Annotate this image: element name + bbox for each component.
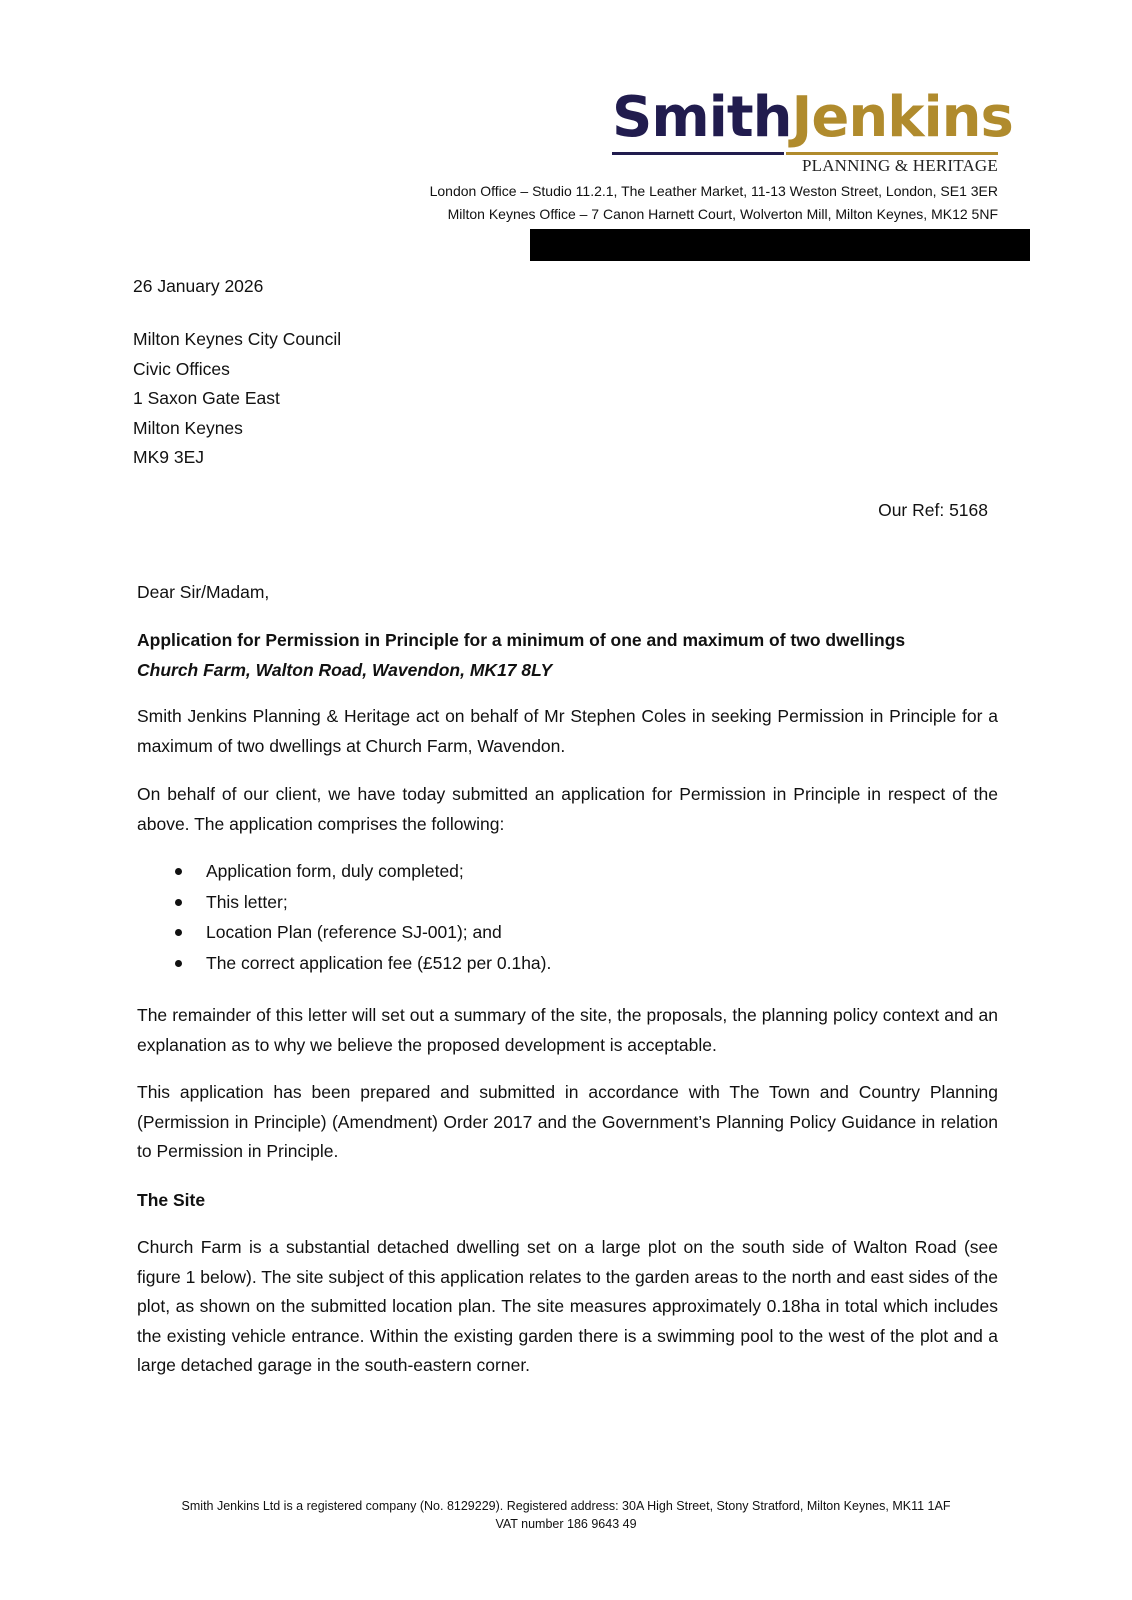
logo-tagline: PLANNING & HERITAGE [801, 156, 998, 175]
subject-title: Application for Permission in Principle for a minimum of one and maximum of two dwellings [137, 630, 906, 650]
bullet-icon [175, 868, 182, 875]
footer-vat-number: VAT number 186 9643 49 [495, 1517, 637, 1531]
bullet-icon [175, 929, 182, 936]
recipient-line: MK9 3EJ [133, 447, 204, 467]
application-contents-list [137, 856, 998, 978]
list-item-text: Application form, duly completed; [206, 861, 464, 881]
subject-block [137, 626, 998, 685]
paragraph-site-description: Church Farm is a substantial detached dwelling set on a large plot on the south side of Walton Road (see figure 1 below). The site subject of this application relates to the garden areas to the north and east sides of the plot, as shown on the submitted location plan. The site measures approximately 0.18ha in total which includes the existing vehicle entrance. Within the existing garden there is a swimming pool to the west of the plot and a large detached garage in the south-eastern corner. [137, 1237, 998, 1375]
page-footer [0, 1497, 1132, 1533]
list-item-text: The correct application fee (£512 per 0.1ha). [206, 952, 552, 973]
logo-wordmark [612, 86, 1013, 150]
paragraph-accordance: This application has been prepared and submitted in accordance with The Town and Country Planning (Permission in Principle) (Amendment) Order 2017 and the Government’s Planning Policy Guidance in relation to Permission in Principle. [137, 1082, 998, 1161]
list-item [137, 948, 998, 979]
logo-smith: Smith [612, 85, 792, 150]
mk-office-address: Milton Keynes Office – 7 Canon Harnett Court, Wolverton Mill, Milton Keynes, MK12 5NF [447, 206, 998, 222]
list-item-text: This letter; [206, 891, 288, 912]
recipient-line: Milton Keynes City Council [133, 329, 342, 349]
section-heading-site: The Site [137, 1190, 206, 1210]
list-item [137, 917, 998, 948]
paragraph-intro: Smith Jenkins Planning & Heritage act on behalf of Mr Stephen Coles in seeking Permission in Principle for a maximum of two dwellings at Church Farm, Wavendon. [137, 706, 998, 756]
logo-jenkins: Jenkins [791, 85, 1013, 150]
bullet-icon [175, 899, 182, 906]
letter-date: 26 January 2026 [133, 276, 264, 296]
subject-site-address: Church Farm, Walton Road, Wavendon, MK17 8LY [137, 659, 553, 680]
salutation: Dear Sir/Madam, [137, 582, 270, 602]
our-reference: Our Ref: 5168 [878, 500, 988, 520]
company-logo [612, 85, 1013, 186]
list-item [137, 856, 998, 887]
redaction-bar [530, 229, 1030, 261]
logo-underline-gold [786, 152, 998, 155]
recipient-address [133, 325, 341, 473]
footer-company-info: Smith Jenkins Ltd is a registered company (No. 8129229). Registered address: 30A High Street, Stony Stratford, Milton Keynes, MK11 1AF [181, 1499, 951, 1513]
recipient-line: Milton Keynes [133, 417, 243, 438]
list-item-text: Location Plan (reference SJ-001); and [206, 922, 502, 942]
paragraph-application: On behalf of our client, we have today submitted an application for Permission in Principle in respect of the above. The application comprises the following: [137, 784, 998, 834]
paragraph-remainder: The remainder of this letter will set out a summary of the site, the proposals, the planning policy context and an explanation as to why we believe the proposed development is acceptable. [137, 1005, 998, 1055]
recipient-line: 1 Saxon Gate East [133, 388, 280, 408]
recipient-line: Civic Offices [133, 358, 230, 379]
london-office-address: London Office – Studio 11.2.1, The Leather Market, 11-13 Weston Street, London, SE1 3ER [429, 183, 998, 199]
logo-underline-navy [612, 152, 784, 155]
bullet-icon [175, 960, 182, 967]
list-item [137, 887, 998, 918]
